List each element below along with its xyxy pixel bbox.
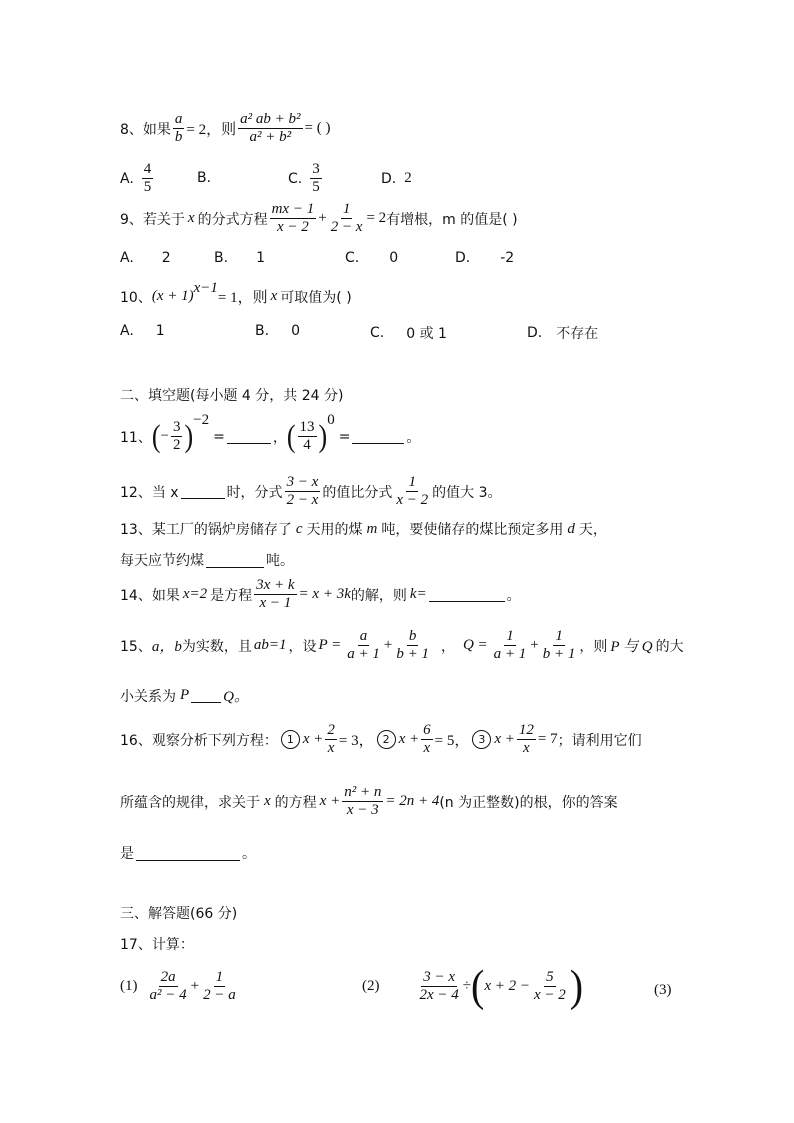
q17-part-3: (3) <box>654 982 672 998</box>
q9-fraction-1: $\frac{mx - 1}{x - 2}$ <box>271 201 315 235</box>
q15-line-1: 15、 a，b 为实数，且 ab=1 ，设 P = $\frac{a}{a + 1}$ + $\frac{b}{b + 1}$ ， Q = $\frac{1}{a + 1}$ + $\frac{1}{b + 1}$ ，则 P 与 Q 的大 <box>120 628 684 662</box>
q9-line: 9、若关于 x 的分式方程 $\frac{mx - 1}{x - 2}$ + $\frac{1}{2 - x}$ = 2 有增根，m 的值是( ) <box>120 201 518 235</box>
q8-option-c: C. $\frac{3}{5}$ <box>288 161 320 195</box>
q13-blank[interactable] <box>206 553 264 568</box>
q8-option-a: A. $\frac{4}{5}$ <box>120 161 152 195</box>
q13-line-2: 每天应节约煤 吨。 <box>120 553 294 569</box>
q12-blank[interactable] <box>181 484 225 499</box>
q10-option-c: C. 0 或 1 <box>370 325 447 342</box>
q13-line-1: 13、某工厂的锅炉房储存了 c 天用的煤 m 吨，要使储存的煤比预定多用 d 天， <box>120 520 607 538</box>
q10-option-a: A. 1 <box>120 323 165 339</box>
q8-prefix: 8、如果 <box>120 121 171 138</box>
q8-main-fraction: $\frac{\text{a² ab + b²}}{\text{a² + b²}}$ <box>240 111 301 145</box>
q16-line-2: 所蕴含的规律，求关于 x 的方程 x + $\frac{\text{n² + n}}{x - 3}$ = 2n + 4 (n 为正整数)的根，你的答案 <box>120 784 618 818</box>
q17-title: 17、计算： <box>120 937 194 953</box>
q17-part-2: (2) $\frac{3 - x}{2x - 4}$ ÷ ( x + 2 − $\frac{5}{x - 2}$ ) <box>362 960 584 1011</box>
q12-line: 12、当 x 时，分式 $\frac{3 - x}{2 - x}$ 的值比分式 $\frac{1}{x - 2}$ 的值大 3。 <box>120 474 502 508</box>
q11-blank-2[interactable] <box>352 429 404 444</box>
q8-line <box>120 112 330 145</box>
q8-ab-fraction: $\frac{a}{b}$ <box>174 111 183 145</box>
q10-line: 10、 (x + 1) $^{x-1}$ = 1，则 x 可取值为( ) <box>120 280 352 306</box>
q8-tail: = ( ) <box>304 120 331 136</box>
q9-option-c: C. 0 <box>345 250 399 266</box>
section-2-heading: 二、填空题(每小题 4 分，共 24 分) <box>120 388 344 404</box>
q8-option-b: B. <box>197 170 212 186</box>
q9-option-a: A. 2 <box>120 250 171 266</box>
q9-fraction-2: $\frac{1}{2 - x}$ <box>330 201 363 235</box>
q14-blank[interactable] <box>429 587 505 602</box>
q16-line-1: 16、观察分析下列方程： 1 x + $\frac{2}{x}$ = 3， 2 x + $\frac{6}{x}$ = 5， 3 x + $\frac{12}{x}$ = 7 ；请利用它们 <box>120 722 642 756</box>
q10-option-b: B. 0 <box>255 323 300 339</box>
q9-option-b: B. 1 <box>214 250 265 266</box>
q15-blank[interactable] <box>191 688 221 703</box>
q8-option-d: D. 2 <box>381 170 412 187</box>
q11-line: 11、 ( − $\frac{3}{2}$ ) $^{-2}$ = ， ( $\frac{13}{4}$ ) $^0$ = 。 <box>120 412 421 454</box>
q10-option-d: D. 不存在 <box>527 325 599 342</box>
q9-option-d: D. -2 <box>455 250 515 266</box>
q8-eq2: = 2，则 <box>186 122 237 138</box>
circled-2: 2 <box>377 730 396 749</box>
q17-part-1: (1) $\frac{2a}{\text{a² − 4}}$ + $\frac{1}{2 - a}$ <box>120 969 236 1003</box>
q16-blank[interactable] <box>136 846 240 861</box>
section-3-heading: 三、解答题(66 分) <box>120 906 238 922</box>
q16-line-3: 是 。 <box>120 846 256 862</box>
circled-3: 3 <box>472 730 491 749</box>
q14-line: 14、如果 x=2 是方程 $\frac{3x + k}{x - 1}$ = x + 3k 的解，则 k= 。 <box>120 577 521 611</box>
circled-1: 1 <box>281 730 300 749</box>
q15-line-2: 小关系为 P Q。 <box>120 687 250 705</box>
q11-blank-1[interactable] <box>227 429 271 444</box>
